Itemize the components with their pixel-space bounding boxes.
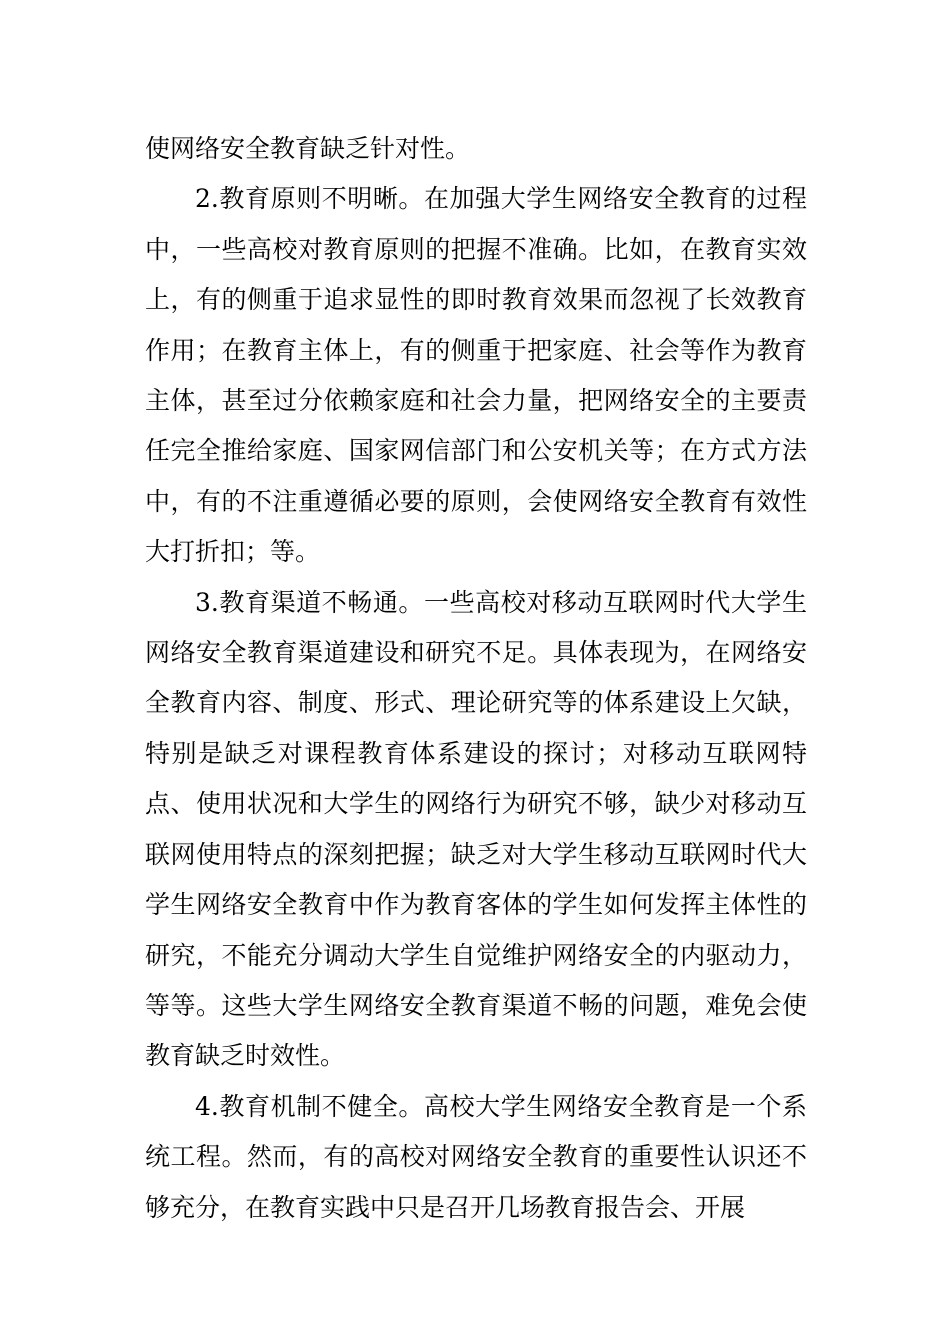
document-page: [145, 124, 807, 1233]
paragraph-continuation: 使网络安全教育缺乏针对性。: [145, 134, 471, 163]
paragraph-education-mechanism: 4.教育机制不健全。高校大学生网络安全教育是一个系统工程。然而，有的高校对网络安全教育的重要性认识还不够充分，在教育实践中只是召开几场教育报告会、开展: [145, 1091, 807, 1222]
paragraph-education-channels: 3.教育渠道不畅通。一些高校对移动互联网时代大学生网络安全教育渠道建设和研究不足。具体表现为，在网络安全教育内容、制度、形式、理论研究等的体系建设上欠缺，特别是缺乏对课程教育体系建设的探讨；对移动互联网特点、使用状况和大学生的网络行为研究不够，缺少对移动互联网使用特点的深刻把握；缺乏对大学生移动互联网时代大学生网络安全教育中作为教育客体的学生如何发挥主体性的研究，不能充分调动大学生自觉维护网络安全的内驱动力，等等。这些大学生网络安全教育渠道不畅的问题，难免会使教育缺乏时效性。: [145, 587, 807, 1071]
paragraph-education-principles: 2.教育原则不明晰。在加强大学生网络安全教育的过程中，一些高校对教育原则的把握不准确。比如，在教育实效上，有的侧重于追求显性的即时教育效果而忽视了长效教育作用；在教育主体上，有的侧重于把家庭、社会等作为教育主体，甚至过分依赖家庭和社会力量，把网络安全的主要责任完全推给家庭、国家网信部门和公安机关等；在方式方法中，有的不注重遵循必要的原则，会使网络安全教育有效性大打折扣；等。: [145, 184, 807, 567]
